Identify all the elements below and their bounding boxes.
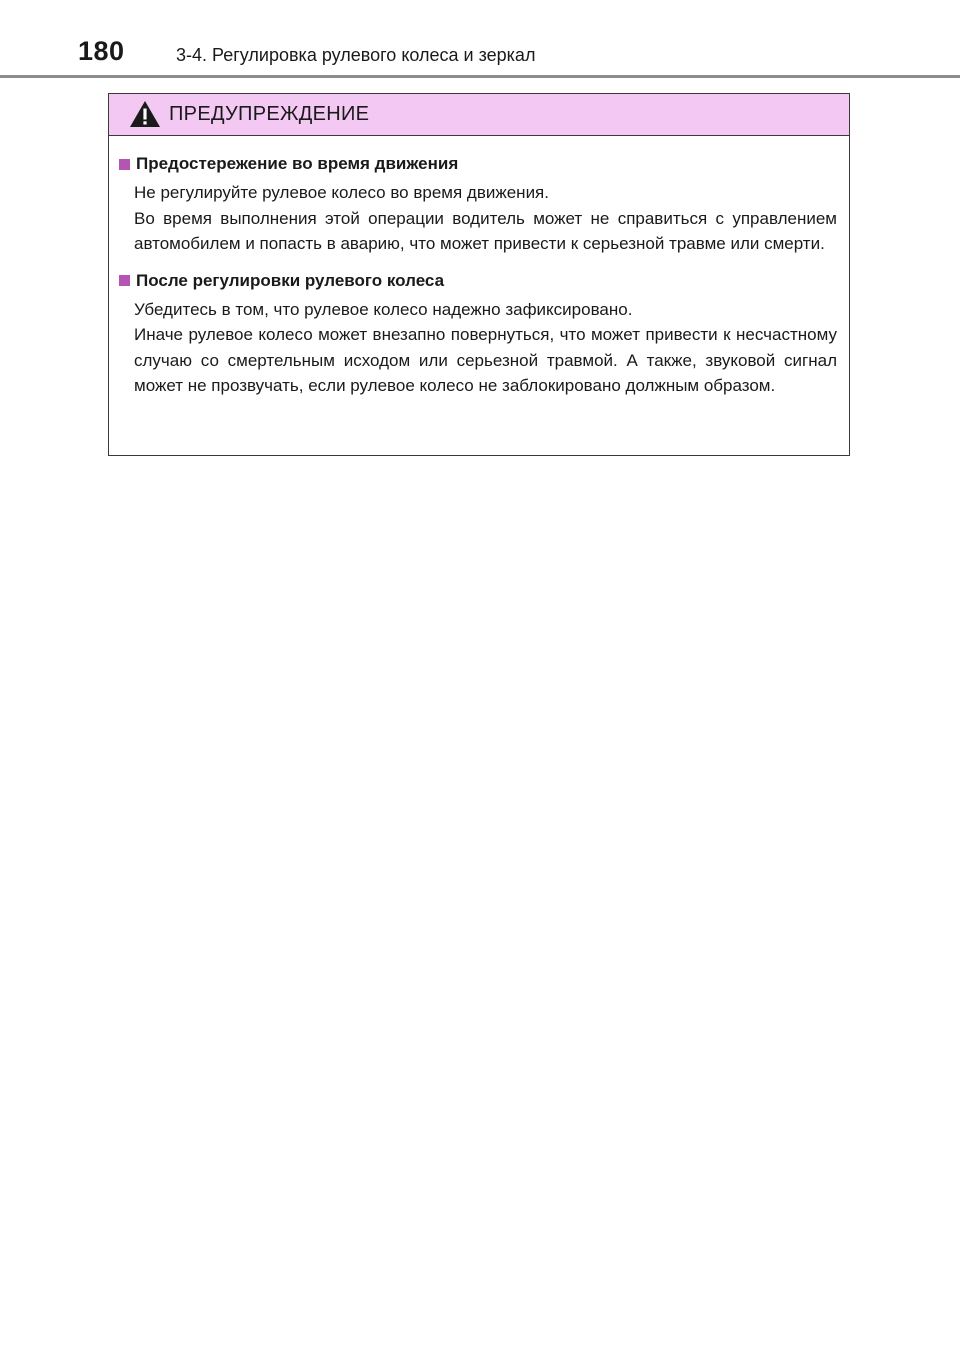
- header-divider: [0, 75, 960, 78]
- warning-item-heading: [119, 269, 837, 293]
- warning-item: [119, 269, 837, 399]
- warning-header: [109, 94, 849, 136]
- warning-paragraph: Убедитесь в том, что рулевое колесо надежно зафиксировано.: [134, 299, 633, 319]
- warning-title: ПРЕДУПРЕЖДЕНИЕ: [169, 103, 370, 125]
- warning-item-heading-text: Предостережение во время движения: [136, 154, 459, 173]
- warning-body: [109, 136, 849, 399]
- square-bullet-icon: [119, 275, 130, 286]
- warning-item-heading-text: После регулировки рулевого колеса: [136, 270, 445, 290]
- warning-paragraph: Иначе рулевое колесо может внезапно повернуться, что может привести к несчастному случаю со смертельным исходом или серьезной травмой. А также, звуковой сигнал может не прозвучать, если рулевое колесо не заблокировано должным образом.: [134, 325, 837, 395]
- section-title: 3-4. Регулировка рулевого колеса и зеркал: [176, 45, 536, 65]
- warning-item: [119, 152, 837, 257]
- warning-paragraph: Во время выполнения этой операции водитель может не справиться с управлением автомобилем и попасть в аварию, что может привести к серьезной травме или смерти.: [134, 208, 837, 253]
- warning-item-text: [119, 297, 837, 399]
- page-header: [0, 0, 960, 78]
- warning-paragraph: Не регулируйте рулевое колесо во время движения.: [134, 183, 549, 202]
- warning-box: [108, 93, 850, 456]
- warning-item-text: [119, 180, 837, 257]
- warning-triangle-icon: [129, 100, 161, 128]
- page-number: 180: [78, 36, 125, 66]
- warning-item-heading: [119, 152, 837, 176]
- square-bullet-icon: [119, 159, 130, 170]
